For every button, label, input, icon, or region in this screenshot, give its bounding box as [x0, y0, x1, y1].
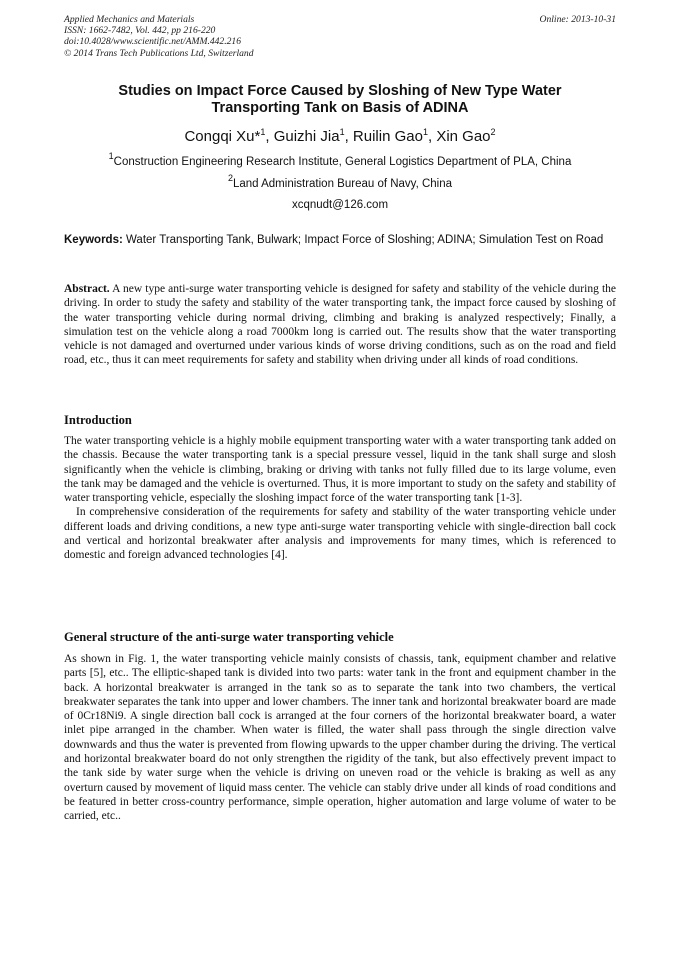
introduction-body — [64, 434, 616, 563]
author-name: Ruilin Gao — [352, 128, 423, 145]
abstract-text: A new type anti-surge water transporting vehicle is designed for safety and stability of the vehicle during the driving. In order to study the safety and stability of the water transporting tank, the impact force caused by sloshing of the water transporting vehicle during normal driving, climbing and braking is analyzed respectively; Finally, a simulation test on the vehicle along a road 7000km long is carried out. The results show that the water transporting vehicle is not damaged and overturned under various kinds of worse driving conditions, such as on the road and field road, etc., thus it can meet requirements for safety and stability when driving under all kinds of road conditions. — [64, 283, 616, 367]
affiliation-mark: 1 — [108, 151, 114, 161]
paper-title — [64, 83, 616, 117]
author-name: Xin Gao — [436, 128, 491, 145]
author-name: Congqi Xu* — [184, 128, 261, 145]
keywords-label: Keywords: — [64, 234, 123, 246]
keywords — [64, 233, 616, 248]
online-date: Online: 2013-10-31 — [539, 14, 616, 25]
introduction-paragraph-2: In comprehensive consideration of the requirements for safety and stability of the water transporting vehicle under different loads and driving conditions, a new type anti-surge water transporting vehicle with single-direction ball cock and vertical and horizontal breakwater after analysis and improvements for many times, which is referenced to domestic and foreign advanced technologies [4]. — [64, 506, 616, 562]
title-line-1: Studies on Impact Force Caused by Sloshing of New Type Water — [118, 83, 562, 99]
abstract-label: Abstract. — [64, 283, 110, 295]
affiliation-mark: 2 — [227, 173, 233, 183]
author-mark: 2 — [490, 127, 496, 137]
issn-line: ISSN: 1662-7482, Vol. 442, pp 216-220 — [64, 25, 216, 37]
affiliation-text: Land Administration Bureau of Navy, China — [232, 178, 453, 190]
journal-name: Applied Mechanics and Materials — [64, 14, 195, 25]
introduction-paragraph-1: The water transporting vehicle is a highly mobile equipment transporting water with a water transporting tank added on the chassis. Because the water transporting tank is a special pressure vessel, liquid in the tank shall surge and slosh significantly when the vehicle is climbing, braking or driving with tanks not fully filled due to its large volume, even the tank may be damaged and the vehicle is overturned. Thus, it is more important to study on the safety and stability of water transporting vehicle, especially the sloshing impact force of the water transporting tank [1-3]. — [64, 435, 616, 505]
author-list: Congqi Xu*$^1$, Guizhi Jia$^1$, Ruilin Gao$^1$, Xin Gao$^2$ — [184, 127, 496, 145]
contact-email: xcqnudt@126.com — [291, 199, 389, 211]
structure-paragraph-1: As shown in Fig. 1, the water transporting vehicle mainly consists of chassis, tank, equipment chamber and relative parts [5], etc.. The elliptic-shaped tank is divided into two parts: water tank in the front and equipment chamber in the back. A horizontal breakwater is arranged in the tank so as to separate the tank into two chambers, the vertical breakwater separates the tank into upper and lower chambers. The inner tank and horizontal breakwater board are made of 0Cr18Ni9. A single direction ball cock is arranged at the four corners of the horizontal breakwater board, a water inlet pipe arranged in the chamber. When water is filled, the water shall pass through the single direction valve downwards and thus the water is prevented from flowing upwards to the upper chamber during the driving. The vertical and horizontal breakwater board do not only strengthen the rigidity of the tank, but also effectively prevent impact to the tank side by water surge when the vehicle is driving on uneven road or the vehicle is braking as well as any overturn caused by movement of liquid mass center. The vehicle can stably drive under all kinds of road conditions and be featured in better cross-country performance, simple operation, higher automation and large volume of water to be carried, etc.. — [64, 653, 616, 823]
title-line-2: Transporting Tank on Basis of ADINA — [211, 100, 469, 116]
author-name: Guizhi Jia — [273, 128, 340, 145]
author-mark: 1 — [339, 127, 345, 137]
abstract — [64, 282, 616, 368]
affiliation-text: Construction Engineering Research Institute, General Logistics Department of PLA, China — [113, 156, 572, 168]
structure-body — [64, 652, 616, 824]
affiliation-1 — [64, 151, 616, 169]
copyright-line: © 2014 Trans Tech Publications Ltd, Switzerland — [64, 47, 254, 59]
affiliation-2 — [64, 173, 616, 191]
introduction-heading: Introduction — [64, 413, 132, 427]
author-mark: 1 — [422, 127, 428, 137]
journal-header — [64, 14, 616, 59]
keywords-text: Water Transporting Tank, Bulwark; Impact Force of Sloshing; ADINA; Simulation Test on Road — [126, 234, 604, 246]
author-mark: 1 — [260, 127, 266, 137]
doi-line: doi:10.4028/www.scientific.net/AMM.442.216 — [64, 36, 242, 48]
structure-heading: General structure of the anti-surge water transporting vehicle — [64, 630, 394, 644]
